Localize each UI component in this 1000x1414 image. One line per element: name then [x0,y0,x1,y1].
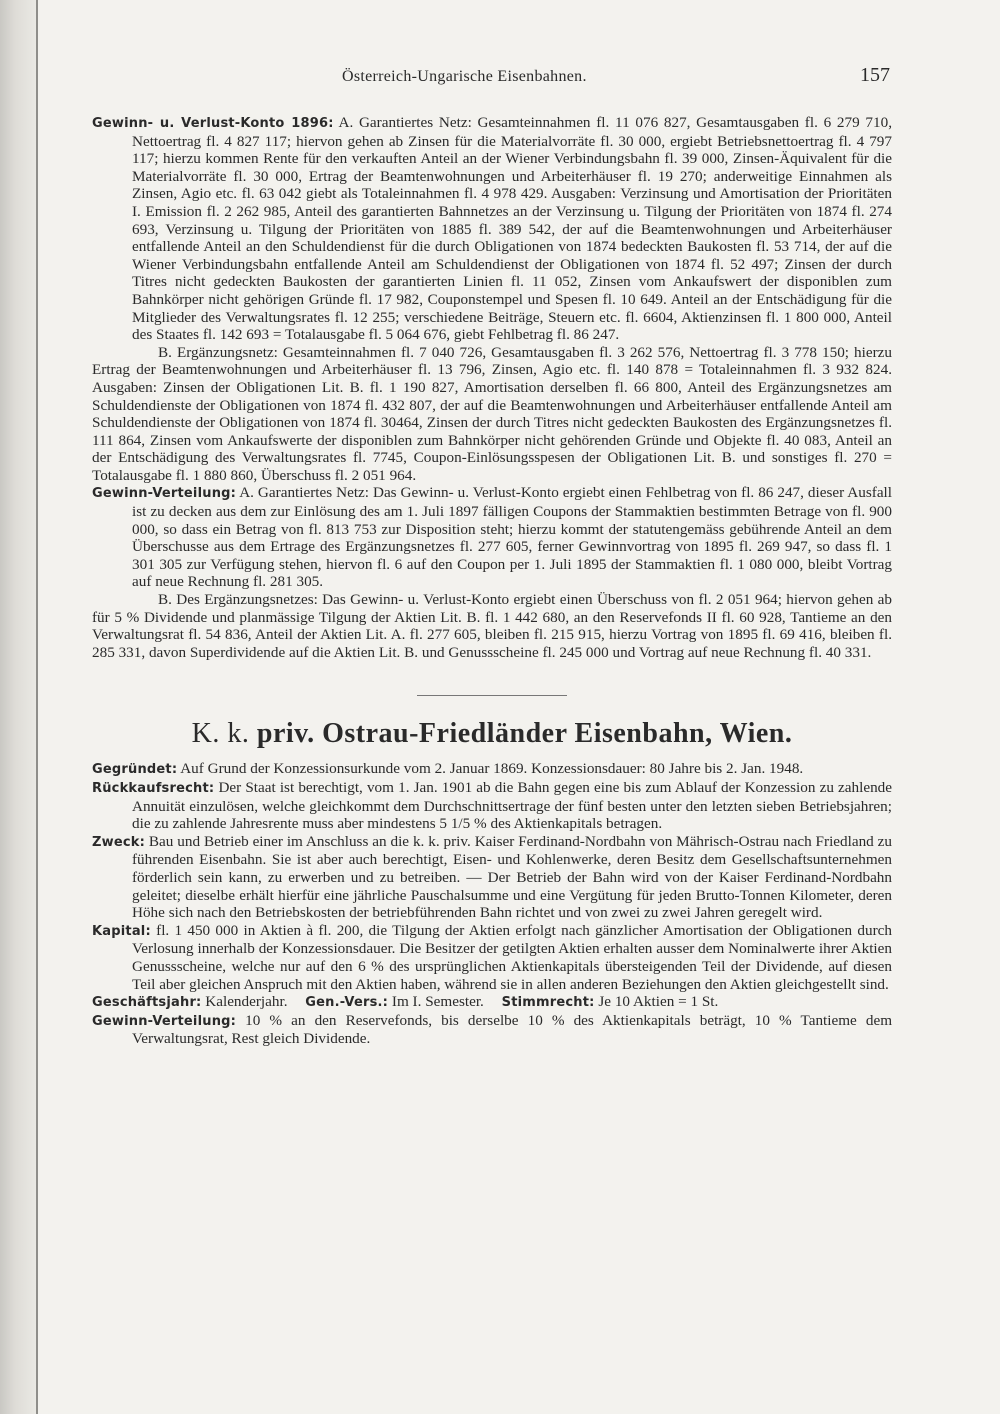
paragraph-verlust-konto-b [92,344,892,485]
text-zweck: Bau und Betrieb einer im Anschluss an die k. k. priv. Kaiser Ferdinand-Nordbahn von Mährisch-Ostrau nach Friedland zu führenden Eisenbahn. Sie ist aber auch berechtigt, Eisen- und Kohlenwerke, deren Besitz dem Gesellschaftsunternehmen förderlich sein kann, zu erwerben und zu betreiben. — Der Betrieb der Bahn wird von der Kaiser Ferdinand-Nordbahn geleitet; dieselbe erhält hierfür eine jährliche Pauschalsumme und eine Vergütung für jeden Brutto-Tonnen Kilometer, deren Höhe sich nach den Betriebskosten der betriebführenden Bahn richtet und von zwei zu zwei Jahren geregelt wird. [132,832,893,922]
label-gegruendet: Gegründet: [92,762,178,778]
label-verlust-konto: Gewinn- u. Verlust-Konto 1896: [92,116,334,131]
paragraph-geschaeftsjahr [92,993,892,1012]
text-verlust-konto-a: A. Garantiertes Netz: Gesamteinnahmen fl. 11 076 827, Gesamtausgaben fl. 6 279 710, Nettoertrag fl. 4 827 117; hiervon gehen ab Zinsen für die Materialvorräte fl. 30 000, ergiebt Betriebsnettoertrag fl. 4 797 117; hierzu kommen Rente für den verkauften Anteil an der Wiener Verbindungsbahn fl. 39 000, Zinsen-Äquivalent für die Materialvorräte fl. 30 000, Ertrag der Beamtenwohnungen und Arbeiterhäuser fl. 19 270; anderweitige Einnahmen als Zinsen, Agio etc. fl. 63 042 giebt als Totaleinnahmen fl. 4 978 429. Ausgaben: Verzinsung und Amortisation der Prioritäten I. Emission fl. 2 262 985, Anteil des garantierten Bahnnetzes an der Verzinsung u. Tilgung der Prioritäten von 1874 fl. 274 693, Verzinsung u. Tilgung der Prioritäten von 1885 fl. 389 542, der auf die Beamtenwohnungen und Arbeiterhäuser entfallende Anteil an den Schuldendienst für die durch Obligationen von 1874 bedeckten Baukosten fl. 53 714, der auf die Wiener Verbindungsbahn entfallende Anteil am Schuldendienst der Obligationen von 1874 fl. 52 497; Zinsen der durch Titres nicht gedeckten Baukosten der garantierten Linien fl. 11 052, Zinsen vom Ankaufswert der disponiblen zum Bahnkörper nicht gehörigen Gründe fl. 17 982, Couponstempel und Spesen fl. 10 649. Anteil an der Entschädigung für die Mitglieder des Verwaltungsrates fl. 12 255; verschiedene Beiträge, Steuern etc. fl. 6604, Aktienzinsen fl. 1 800 000, Anteil des Staates fl. 142 693 = Totalausgabe fl. 5 064 676, giebt Fehlbetrag fl. 86 247. [132,114,892,344]
text-geschaeftsjahr: Kalenderjahr. [205,993,288,1011]
label-rueckkaufsrecht: Rückkaufsrecht: [92,781,215,796]
label-gen-vers: Gen.-Vers.: [305,995,389,1011]
label-geschaeftsjahr: Geschäftsjahr: [92,995,202,1011]
paragraph-zweck [92,833,892,922]
section-oesterreich-ungarische [92,114,892,661]
paragraph-gewinn-verteilung-b [92,591,892,661]
section-divider [417,695,567,696]
label-gewinn-verteilung: Gewinn-Verteilung: [92,486,237,502]
paragraph-gewinn-verteilung-ostrau [92,1012,892,1048]
paragraph-verlust-konto [92,114,892,344]
text-gewinn-verteilung-b: B. Des Ergänzungsnetzes: Das Gewinn- u. Verlust-Konto ergiebt einen Überschuss von fl. 2 051 964; hiervon gehen ab für 5 % Dividende und planmässige Tilgung der Aktien Lit. B. fl. 1 442 680, an den Reservefonds II fl. 60 928, Tantieme an den Verwaltungsrat fl. 54 836, Anteil der Aktien Lit. A. fl. 277 605, bleiben fl. 215 915, hierzu Vortrag von 1895 fl. 69 416, bleiben fl. 285 331, davon Superdividende auf die Aktien Lit. B. und Genussscheine fl. 245 000 und Vortrag auf neue Rechnung fl. 40 331. [92,591,892,661]
label-zweck: Zweck: [92,834,146,850]
page-content [92,60,892,1048]
book-spine-shadow [0,0,38,1414]
text-verlust-konto-b: B. Ergänzungsnetz: Gesamteinnahmen fl. 7 040 726, Gesamtausgaben fl. 3 262 576, Nettoertrag fl. 3 778 150; hierzu Ertrag der Beamtenwohnungen und Arbeiterhäuser fl. 13 796, Zinsen, Agio etc. fl. 140 878 = Totaleinnahmen fl. 3 932 824. Ausgaben: Zinsen der Obligationen Lit. B. fl. 1 190 827, Amortisation derselben fl. 66 800, Anteil des Ergänzungsnetzes am Schuldendienste der Obligationen von 1874 fl. 432 807, der auf die Beamtenwohnungen und Arbeiterhäuser entfallende Anteil am Schuldendienste der Obligationen von 1874 fl. 30464, Zinsen der durch Titres nicht gedeckten Baukosten des Ergänzungsnetzes fl. 111 864, Zinsen vom Ankaufswerte der disponiblen zum Bahnkörper nicht gehörenden Gründe und Objekte fl. 40 083, Anteil an der Entschädigung des Verwaltungsrates fl. 7745, Coupon-Einlösungsspesen der Obligationen Lit. B. und sonstiges fl. 270 = Totalausgabe fl. 1 880 860, Überschuss fl. 2 051 964. [92,343,892,484]
label-kapital: Kapital: [92,923,151,939]
company-heading [92,718,892,750]
text-gen-vers: Im I. Semester. [391,993,484,1011]
running-header-title: Österreich-Ungarische Eisenbahnen. [342,68,587,85]
section-ostrau-friedlaender [92,718,892,1048]
paragraph-rueckkaufsrecht [92,779,892,833]
page-number: 157 [860,64,890,86]
text-gewinn-verteilung-ostrau: 10 % an den Reservefonds, bis derselbe 10 % des Aktienkapitals beträgt, 10 % Tantieme dem Verwaltungsrat, Rest gleich Dividende. [132,1011,893,1048]
label-gewinn-verteilung-ostrau: Gewinn-Verteilung: [92,1013,237,1029]
text-gewinn-verteilung-a: A. Garantiertes Netz: Das Gewinn- u. Verlust-Konto ergiebt einen Fehlbetrag von fl. 86 247, dieser Ausfall ist zu decken aus dem zur Einlösung des am 1. Juli 1897 fälligen Coupons der Stammaktien bestimmten Betrage von fl. 900 000, so dass ein Betrag von fl. 813 753 zur Disposition steht; hierzu kommt der statutengemäss gebührende Anteil an dem Überschusse aus dem Ertrage des Ergänzungsnetzes fl. 277 605, ferner Gewinnvortrag von 1895 fl. 269 947, so dass fl. 1 301 305 zur Verfügung stehen, hiervon fl. 6 auf den Coupon per 1. Juli 1895 der Stammaktien fl. 1 080 000, bleibt Vortrag auf neue Rechnung fl. 281 305. [132,484,892,591]
book-gutter-line [36,0,38,1414]
paragraph-gegruendet [92,760,892,779]
paragraph-gewinn-verteilung [92,484,892,591]
running-header [92,60,892,92]
text-gegruendet: Auf Grund der Konzessionsurkunde vom 2. Januar 1869. Konzessionsdauer: 80 Jahre bis 2. Jan. 1948. [180,760,804,778]
company-heading-prefix: K. k. [191,718,250,750]
text-rueckkaufsrecht: Der Staat ist berechtigt, vom 1. Jan. 1901 ab die Bahn gegen eine bis zum Ablauf der Konzession zu zahlende Annuität einzulösen, welche gleichkommt dem Durchschnittsertrage der fünf besten unter den letzten sieben Betriebsjahren; die zu zahlende Jahresrente muss aber mindestens 5 1/5 % des Aktienkapitals betragen. [132,779,893,833]
label-stimmrecht: Stimmrecht: [501,995,595,1011]
company-heading-name: priv. Ostrau-Friedländer Eisenbahn, Wien. [256,718,793,750]
text-kapital: fl. 1 450 000 in Aktien à fl. 200, die Tilgung der Aktien erfolgt nach gänzlicher Amortisation der Obligationen durch Verlosung innerhalb der Konzessionsdauer. Die Besitzer der getilgten Aktien erhalten ausser dem Nominalwerte ihrer Aktien Genussscheine, welche nur auf den 6 % des ursprünglichen Aktienkapitals übersteigenden Teil der Dividende, auf diesen Teil aber gleichen Anspruch mit den Aktien haben, während sie in allen anderen Beziehungen den Aktien gleichgestellt sind. [132,921,892,993]
text-stimmrecht: Je 10 Aktien = 1 St. [598,993,719,1011]
paragraph-kapital [92,922,892,993]
